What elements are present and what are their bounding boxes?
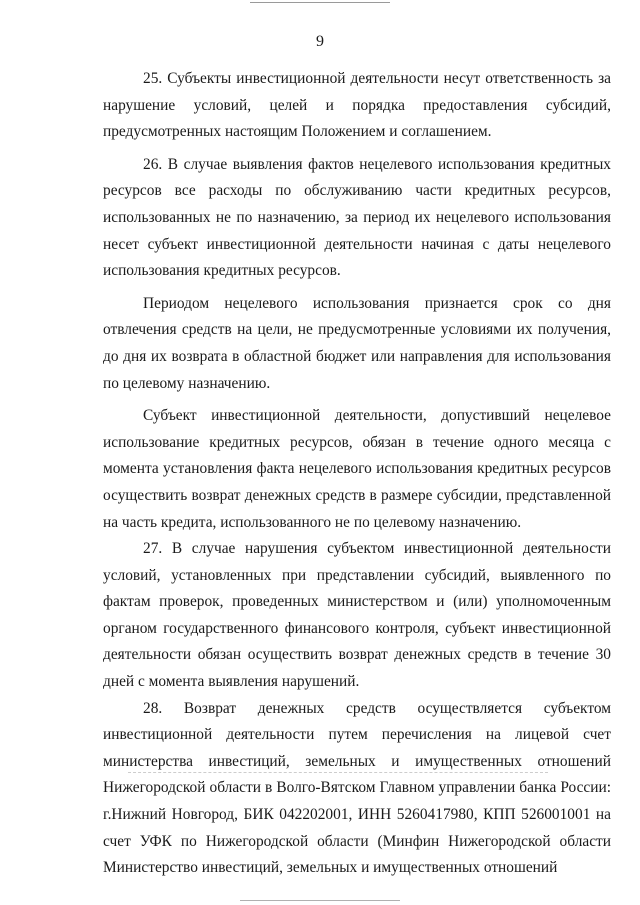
paragraph-25: 25. Субъекты инвестиционной деятельности несут ответственность за нарушение условий, целей и порядка предоставления субсидий, предусмотренных настоящим Положением и соглашением. xyxy=(103,70,611,141)
page-number: 9 xyxy=(316,33,324,50)
scan-artifact-line xyxy=(128,772,548,775)
paragraph-27: 27. В случае нарушения субъектом инвестиционной деятельности условий, установленных при представлении субсидий, выявленного по фактам проверок, проведенных министерством и (или) уполномоченным органом государственного финансового контроля, субъект инвестиционной деятельности обязан осуществить возврат денежных средств в течение 30 дней с момента выявления нарушений. xyxy=(103,540,611,691)
document-body xyxy=(103,66,611,882)
paragraph-26-misuse-period: Периодом нецелевого использования признается срок со дня отвлечения средств на цели, не предусмотренные условиями их получения, до дня их возврата в областной бюджет или направления для использования по целевому назначению. xyxy=(103,294,611,392)
top-scan-rule xyxy=(250,2,390,3)
paragraph-28: 28. Возврат денежных средств осуществляется субъектом инвестиционной деятельности путем перечисления на лицевой счет министерства инвестиций, земельных и имущественных отношений Нижегородской области в Волго-Вятском Главном управлении банка России: г.Нижний Новгород, БИК 042202001, ИНН 5260417980, КПП 526001001 на счет УФК по Нижегородской области (Минфин Нижегородской области Министерство инвестиций, земельных и имущественных отношений xyxy=(103,699,611,877)
bottom-scan-rule xyxy=(240,900,400,901)
paragraph-26: 26. В случае выявления фактов нецелевого использования кредитных ресурсов все расходы по обслуживанию части кредитных ресурсов, использованных не по назначению, за период их нецелевого использования несет субъект инвестиционной деятельности начиная с даты нецелевого использования кредитных ресурсов. xyxy=(103,155,611,280)
paragraph-26-refund-obligation: Субъект инвестиционной деятельности, допустивший нецелевое использование кредитных ресурсов, обязан в течение одного месяца с момента установления факта нецелевого использования кредитных ресурсов осуществить возврат денежных средств в размере субсидии, представленной на часть кредита, использованного не по целевому назначению. xyxy=(103,407,611,531)
